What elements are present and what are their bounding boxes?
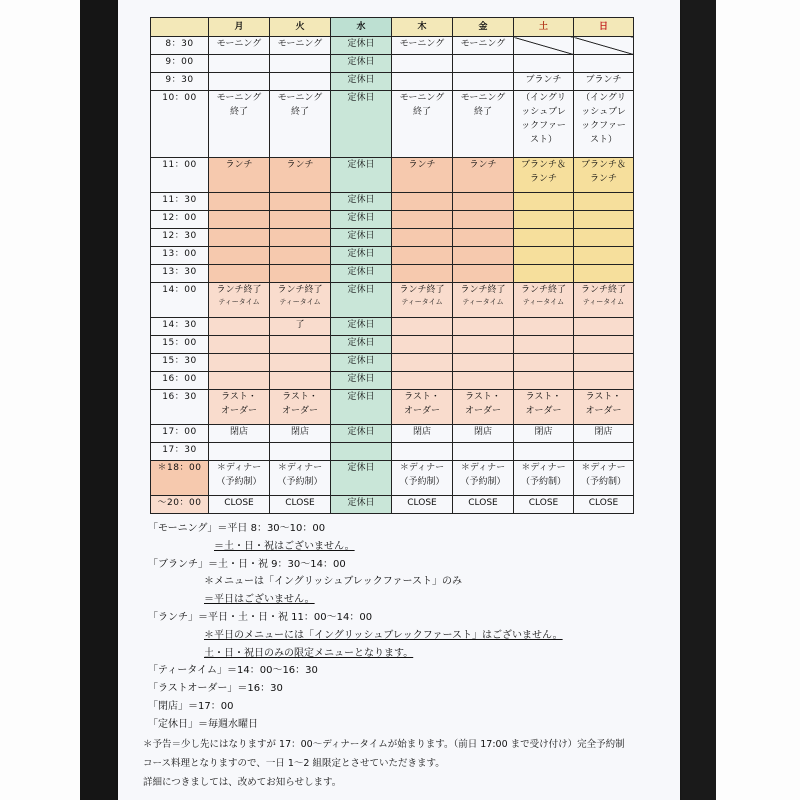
time-cell: 11：30 (151, 193, 209, 211)
cell-line: ブランチ＆ (580, 160, 626, 170)
schedule-cell (270, 211, 331, 229)
cell-line: ランチ (469, 160, 497, 170)
schedule-cell: 定休日 (331, 336, 392, 354)
cell-line: ラスト・ (585, 392, 622, 402)
cell-line: オーダー (464, 406, 501, 416)
cell-line: オーダー (220, 406, 257, 416)
schedule-cell (574, 390, 634, 425)
cell-line: （予約制） (399, 477, 445, 487)
cell-line: ランチ終了 (580, 285, 626, 295)
schedule-cell: 定休日 (331, 425, 392, 443)
note-lunch-limited: 土・日・祝日のみの限定メニューとなります。 (204, 647, 414, 659)
schedule-cell (453, 211, 514, 229)
schedule-cell: 定休日 (331, 372, 392, 390)
schedule-cell: 定休日 (331, 193, 392, 211)
schedule-cell (514, 247, 574, 265)
schedule-cell (270, 354, 331, 372)
schedule-cell (453, 336, 514, 354)
schedule-cell: 了 (270, 318, 331, 336)
schedule-cell (574, 372, 634, 390)
time-cell: 13：30 (151, 265, 209, 283)
header-tue: 火 (270, 18, 331, 37)
schedule-cell: CLOSE (209, 496, 270, 514)
schedule-cell (392, 336, 453, 354)
cell-line: 定休日 (347, 285, 375, 295)
schedule-cell (209, 461, 270, 496)
schedule-cell (453, 390, 514, 425)
time-cell: 9：30 (151, 73, 209, 91)
schedule-cell (392, 390, 453, 425)
schedule-cell (453, 73, 514, 91)
cell-line: ブランチ＆ (520, 160, 566, 170)
schedule-cell (392, 372, 453, 390)
schedule-cell (392, 158, 453, 193)
cell-line: ティータイム (582, 298, 625, 306)
schedule-cell: 定休日 (331, 247, 392, 265)
cell-line: ランチ (286, 160, 314, 170)
cell-line: 定休日 (347, 160, 375, 170)
schedule-row (151, 283, 634, 318)
cell-line: ティータイム (218, 298, 260, 306)
schedule-row (151, 372, 634, 390)
schedule-cell: モーニング (270, 37, 331, 55)
header-corner (151, 18, 209, 37)
note-tea: 「ティータイム」＝14：00～16：30 (148, 665, 318, 677)
schedule-cell (514, 283, 574, 318)
schedule-cell (514, 37, 574, 55)
note-morning: 「モーニング」＝平日 8：30～10：00 (148, 523, 326, 534)
schedule-cell (453, 318, 514, 336)
schedule-cell (514, 55, 574, 73)
schedule-cell (392, 91, 453, 158)
cell-line: ラスト・ (221, 392, 257, 402)
header-sat: 土 (514, 18, 574, 37)
cell-line: ティータイム (462, 298, 504, 306)
cell-line: 終了 (473, 107, 492, 117)
cell-line: 終了 (290, 107, 309, 117)
cell-line: ティータイム (522, 298, 565, 306)
schedule-cell (574, 55, 634, 73)
schedule-cell (270, 372, 331, 390)
dinner-notice-line3: 詳細につきましては、改めてお知らせします。 (143, 777, 342, 788)
schedule-cell (574, 193, 634, 211)
schedule-cell (331, 283, 392, 318)
schedule-cell (209, 158, 270, 193)
cell-line: 定休日 (347, 463, 375, 473)
schedule-cell (453, 372, 514, 390)
time-cell: 13：00 (151, 247, 209, 265)
cell-line: ティータイム (401, 298, 443, 306)
header-mon: 月 (209, 18, 270, 37)
schedule-cell (270, 158, 331, 193)
schedule-body (151, 37, 634, 514)
header-wed: 水 (331, 18, 392, 37)
cell-line: ＊ディナー (277, 463, 323, 473)
cell-line: ランチ (529, 174, 557, 184)
schedule-cell (574, 265, 634, 283)
schedule-cell (209, 390, 270, 425)
schedule-cell (453, 158, 514, 193)
dark-surface-right (676, 0, 716, 800)
schedule-cell (392, 461, 453, 496)
schedule-cell (270, 265, 331, 283)
schedule-cell: CLOSE (392, 496, 453, 514)
schedule-cell (453, 247, 514, 265)
schedule-cell (574, 283, 634, 318)
cell-line: （予約制） (520, 477, 566, 487)
schedule-cell (392, 73, 453, 91)
cell-line: モーニング (216, 93, 262, 103)
cell-line: ランチ終了 (460, 285, 506, 295)
schedule-cell (209, 372, 270, 390)
schedule-cell: 閉店 (392, 425, 453, 443)
cell-line: ランチ終了 (399, 285, 445, 295)
schedule-cell: ブランチ (574, 73, 634, 91)
header-row (151, 18, 634, 37)
schedule-cell (574, 91, 634, 158)
schedule-cell (209, 91, 270, 158)
schedule-cell: 閉店 (453, 425, 514, 443)
schedule-cell (392, 193, 453, 211)
schedule-row (151, 37, 634, 55)
time-cell: 10：00 (151, 91, 209, 158)
time-cell: 8：30 (151, 37, 209, 55)
schedule-cell (514, 336, 574, 354)
schedule-cell (574, 211, 634, 229)
schedule-cell (209, 211, 270, 229)
schedule-cell (574, 354, 634, 372)
note-brunch: 「ブランチ」＝土・日・祝 9：30～14：00 (148, 558, 346, 570)
schedule-cell (392, 229, 453, 247)
schedule-cell (270, 443, 331, 461)
schedule-row (151, 425, 634, 443)
schedule-cell (514, 265, 574, 283)
time-cell: 16：30 (151, 390, 209, 425)
cell-line: オーダー (403, 406, 440, 416)
cell-line: ッシュブレ (521, 107, 566, 117)
cell-line: ラスト・ (465, 392, 501, 402)
schedule-cell (574, 318, 634, 336)
cell-line: 終了 (229, 107, 248, 117)
cell-line: ランチ終了 (216, 285, 262, 295)
cell-line: （イングリ (521, 93, 566, 103)
note-brunch-menu: ＊メニューは「イングリッシュブレックファースト」のみ (204, 576, 462, 588)
dinner-notice (143, 735, 673, 792)
schedule-cell (574, 229, 634, 247)
cell-line: ＊ディナー (581, 463, 626, 473)
schedule-cell (453, 283, 514, 318)
schedule-row (151, 336, 634, 354)
cell-line: （予約制） (580, 477, 626, 487)
time-cell: 11：00 (151, 158, 209, 193)
schedule-cell: CLOSE (453, 496, 514, 514)
schedule-cell: 定休日 (331, 496, 392, 514)
schedule-row (151, 247, 634, 265)
cell-line: ックファー (521, 121, 566, 131)
schedule-row (151, 318, 634, 336)
schedule-row (151, 91, 634, 158)
schedule-cell: 定休日 (331, 229, 392, 247)
note-holiday: 「定休日」＝毎週水曜日 (148, 718, 258, 730)
cell-line: ラスト・ (404, 392, 440, 402)
schedule-cell (270, 73, 331, 91)
time-cell: 14：30 (151, 318, 209, 336)
schedule-cell (392, 247, 453, 265)
cell-line: ラスト・ (282, 392, 318, 402)
header-thu: 木 (392, 18, 453, 37)
cell-line: スト） (529, 135, 557, 145)
schedule-cell (453, 265, 514, 283)
schedule-cell (514, 354, 574, 372)
cell-line: オーダー (585, 406, 622, 416)
schedule-cell (331, 461, 392, 496)
schedule-cell (209, 229, 270, 247)
cell-line: （予約制） (216, 477, 262, 487)
schedule-cell (331, 91, 392, 158)
schedule-row (151, 211, 634, 229)
schedule-cell (453, 461, 514, 496)
schedule-cell (574, 443, 634, 461)
schedule-cell (453, 193, 514, 211)
time-cell: ～20：00 (151, 496, 209, 514)
schedule-cell (209, 354, 270, 372)
schedule-cell (392, 265, 453, 283)
header-sun: 日 (574, 18, 634, 37)
schedule-cell (514, 372, 574, 390)
cell-line: ティータイム (279, 298, 321, 306)
note-morning-sub: ＝土・日・祝はございません。 (214, 540, 355, 552)
schedule-cell (514, 91, 574, 158)
schedule-cell (514, 318, 574, 336)
schedule-cell: 定休日 (331, 73, 392, 91)
schedule-cell (331, 390, 392, 425)
schedule-cell: モーニング (392, 37, 453, 55)
cell-line: ランチ終了 (520, 285, 566, 295)
schedule-cell: CLOSE (270, 496, 331, 514)
schedule-cell (209, 283, 270, 318)
time-cell: 15：00 (151, 336, 209, 354)
cell-line: 定休日 (347, 392, 375, 402)
cell-line: モーニング (399, 93, 445, 103)
schedule-cell (270, 55, 331, 73)
cell-line: ＊ディナー (521, 463, 566, 473)
note-lunch: 「ランチ」＝平日・土・日・祝 11：00～14：00 (148, 611, 373, 623)
schedule-row (151, 265, 634, 283)
schedule-cell (270, 336, 331, 354)
schedule-cell (574, 461, 634, 496)
cell-line: オーダー (281, 406, 318, 416)
schedule-row (151, 73, 634, 91)
dinner-notice-line2: コース料理となりますので、一日 1～2 組限定とさせていただきます。 (143, 758, 445, 769)
schedule-cell (392, 318, 453, 336)
schedule-row (151, 461, 634, 496)
time-cell: 12：00 (151, 211, 209, 229)
schedule-cell (270, 461, 331, 496)
time-cell: 15：30 (151, 354, 209, 372)
schedule-cell (574, 158, 634, 193)
schedule-cell (453, 55, 514, 73)
schedule-cell (514, 211, 574, 229)
schedule-cell: 定休日 (331, 55, 392, 73)
schedule-cell: CLOSE (574, 496, 634, 514)
schedule-cell: 閉店 (574, 425, 634, 443)
schedule-cell: 定休日 (331, 354, 392, 372)
schedule-cell: 閉店 (270, 425, 331, 443)
schedule-cell (392, 283, 453, 318)
schedule-cell (574, 247, 634, 265)
cell-line: スト） (589, 135, 617, 145)
cell-line: 終了 (412, 107, 431, 117)
schedule-row (151, 193, 634, 211)
schedule-cell (209, 73, 270, 91)
cell-line: オーダー (525, 406, 562, 416)
schedule-cell (270, 91, 331, 158)
time-cell: 17：30 (151, 443, 209, 461)
time-cell: 17：00 (151, 425, 209, 443)
cell-line: ＊ディナー (460, 463, 506, 473)
schedule-cell (514, 158, 574, 193)
cell-line: モーニング (277, 93, 323, 103)
time-cell: 14：00 (151, 283, 209, 318)
schedule-table (150, 17, 634, 514)
schedule-cell (392, 211, 453, 229)
schedule-cell (270, 247, 331, 265)
schedule-cell (453, 229, 514, 247)
schedule-cell: CLOSE (514, 496, 574, 514)
schedule-cell (209, 265, 270, 283)
cell-line: モーニング (460, 93, 506, 103)
schedule-cell (514, 461, 574, 496)
cell-line: ランチ (589, 174, 617, 184)
time-cell: ＊18：00 (151, 461, 209, 496)
schedule-cell: モーニング (453, 37, 514, 55)
schedule-cell (514, 443, 574, 461)
schedule-cell (209, 443, 270, 461)
schedule-cell (453, 354, 514, 372)
schedule-cell (392, 443, 453, 461)
schedule-cell: ブランチ (514, 73, 574, 91)
schedule-row (151, 55, 634, 73)
schedule-cell (392, 55, 453, 73)
cell-line: ランチ終了 (277, 285, 323, 295)
cell-line: ランチ (225, 160, 253, 170)
cell-line: （予約制） (460, 477, 506, 487)
schedule-cell (331, 443, 392, 461)
time-cell: 16：00 (151, 372, 209, 390)
schedule-cell (209, 318, 270, 336)
schedule-cell (270, 283, 331, 318)
cell-line: ックファー (581, 121, 626, 131)
time-cell: 9：00 (151, 55, 209, 73)
schedule-row (151, 443, 634, 461)
cell-line: （予約制） (277, 477, 323, 487)
schedule-row (151, 390, 634, 425)
note-closing: 「閉店」＝17：00 (148, 700, 234, 712)
schedule-cell: 定休日 (331, 265, 392, 283)
schedule-cell (514, 390, 574, 425)
note-lastorder: 「ラストオーダー」＝16：30 (148, 683, 283, 695)
schedule-cell (392, 354, 453, 372)
schedule-cell (514, 229, 574, 247)
schedule-cell (574, 37, 634, 55)
schedule-cell: 定休日 (331, 318, 392, 336)
cell-line: ッシュブレ (581, 107, 626, 117)
cell-line: ＊ディナー (399, 463, 445, 473)
schedule-cell: 定休日 (331, 211, 392, 229)
schedule-cell (270, 229, 331, 247)
header-fri: 金 (453, 18, 514, 37)
schedule-cell (270, 193, 331, 211)
schedule-cell (574, 336, 634, 354)
schedule-cell: モーニング (209, 37, 270, 55)
schedule-cell (453, 91, 514, 158)
schedule-cell (209, 55, 270, 73)
cell-line: ラスト・ (525, 392, 562, 402)
note-brunch-sub: ＝平日はございません。 (204, 594, 315, 606)
schedule-cell (331, 158, 392, 193)
dinner-notice-line1: ＊予告＝少し先にはなりますが 17：00～ディナータイムが始まります。（前日 17:00 まで受け付け）完全予約制 (143, 739, 625, 750)
cell-line: 定休日 (347, 93, 375, 103)
cell-line: ランチ (408, 160, 436, 170)
schedule-cell: 閉店 (209, 425, 270, 443)
schedule-cell (514, 193, 574, 211)
notes-section (148, 520, 668, 734)
schedule-cell: 閉店 (514, 425, 574, 443)
schedule-cell (209, 193, 270, 211)
schedule-row (151, 229, 634, 247)
cell-line: （イングリ (581, 93, 626, 103)
schedule-row (151, 496, 634, 514)
note-lunch-menu: ＊平日のメニューには「イングリッシュブレックファースト」はございません。 (204, 629, 563, 641)
schedule-cell (270, 390, 331, 425)
schedule-cell (209, 336, 270, 354)
schedule-row (151, 158, 634, 193)
schedule-cell: 定休日 (331, 37, 392, 55)
schedule-cell (453, 443, 514, 461)
schedule-row (151, 354, 634, 372)
cell-line: ＊ディナー (216, 463, 262, 473)
time-cell: 12：30 (151, 229, 209, 247)
schedule-cell (209, 247, 270, 265)
